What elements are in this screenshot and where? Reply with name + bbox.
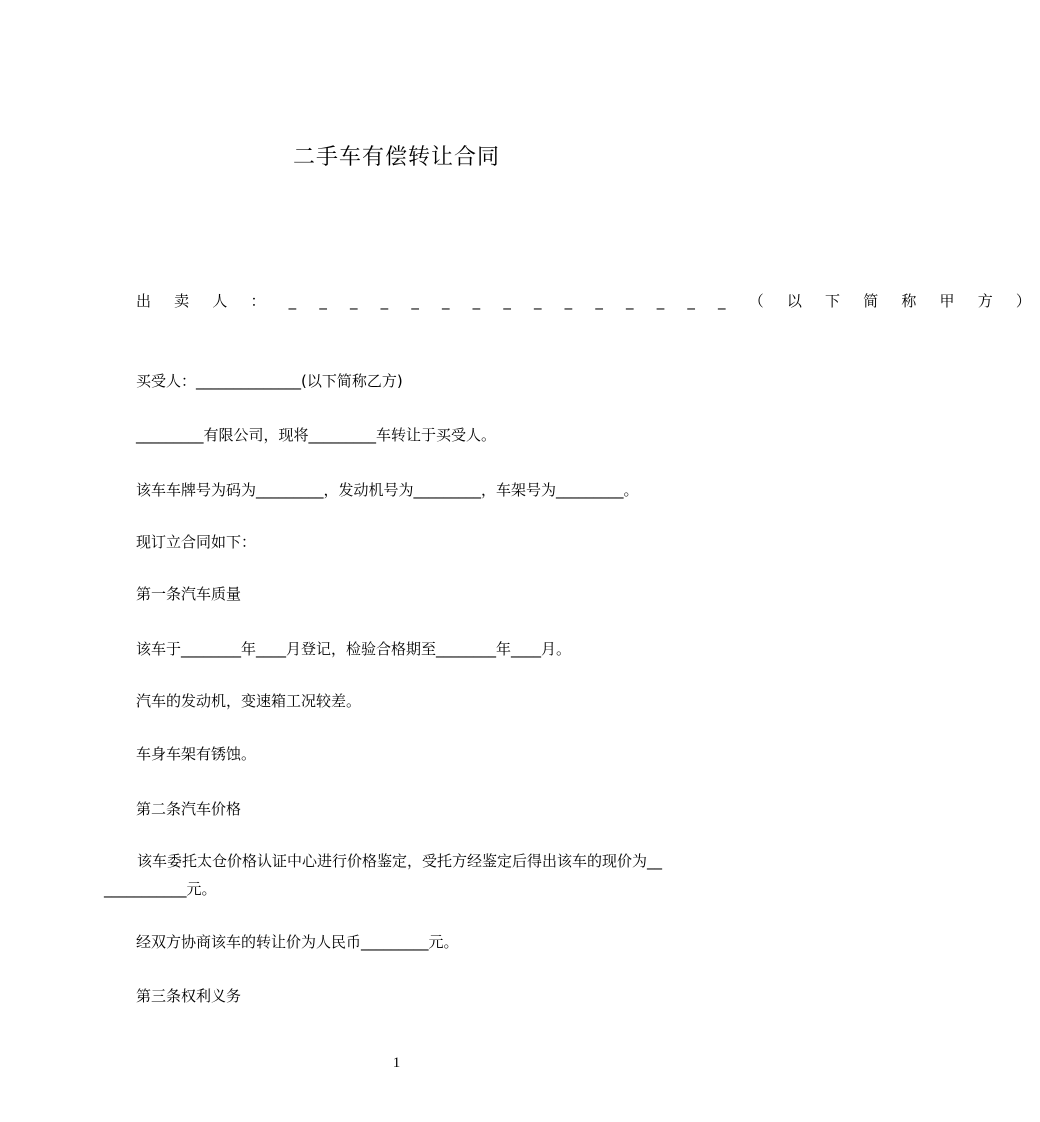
article-three-heading: 第三条权利义务 bbox=[136, 987, 242, 1005]
price-appraisal-paragraph bbox=[104, 847, 704, 903]
price-appraisal-line-1: 该车委托太仓价格认证中心进行价格鉴定，受托方经鉴定后得出该车的现价为__ bbox=[137, 852, 663, 870]
document-title: 二手车有偿转让合同 bbox=[292, 145, 500, 170]
engine-condition-line: 汽车的发动机，变速箱工况较差。 bbox=[136, 692, 362, 710]
price-appraisal-line-2: ___________元。 bbox=[104, 880, 217, 898]
body-condition-line: 车身车架有锈蚀。 bbox=[136, 745, 257, 763]
article-one-heading: 第一条汽车质量 bbox=[136, 585, 242, 603]
transfer-line: _________有限公司，现将_________车转让于买受人。 bbox=[136, 426, 497, 444]
page-number: 1 bbox=[392, 1055, 401, 1071]
buyer-line: 买受人：______________(以下简称乙方) bbox=[136, 372, 403, 390]
contract-intro-line: 现订立合同如下： bbox=[136, 533, 257, 551]
registration-line: 该车于________年____月登记，检验合格期至________年____月。 bbox=[136, 640, 572, 658]
agreed-price-line: 经双方协商该车的转让价为人民币_________元。 bbox=[136, 933, 459, 951]
vehicle-id-line: 该车车牌号为码为_________，发动机号为_________，车架号为_________。 bbox=[136, 481, 639, 499]
article-two-heading: 第二条汽车价格 bbox=[136, 800, 242, 818]
seller-line: 出 卖 人 ： _ _ _ _ _ _ _ _ _ _ _ _ _ _ _ （ 以 下 简 称 甲 方 ） bbox=[136, 292, 1040, 310]
